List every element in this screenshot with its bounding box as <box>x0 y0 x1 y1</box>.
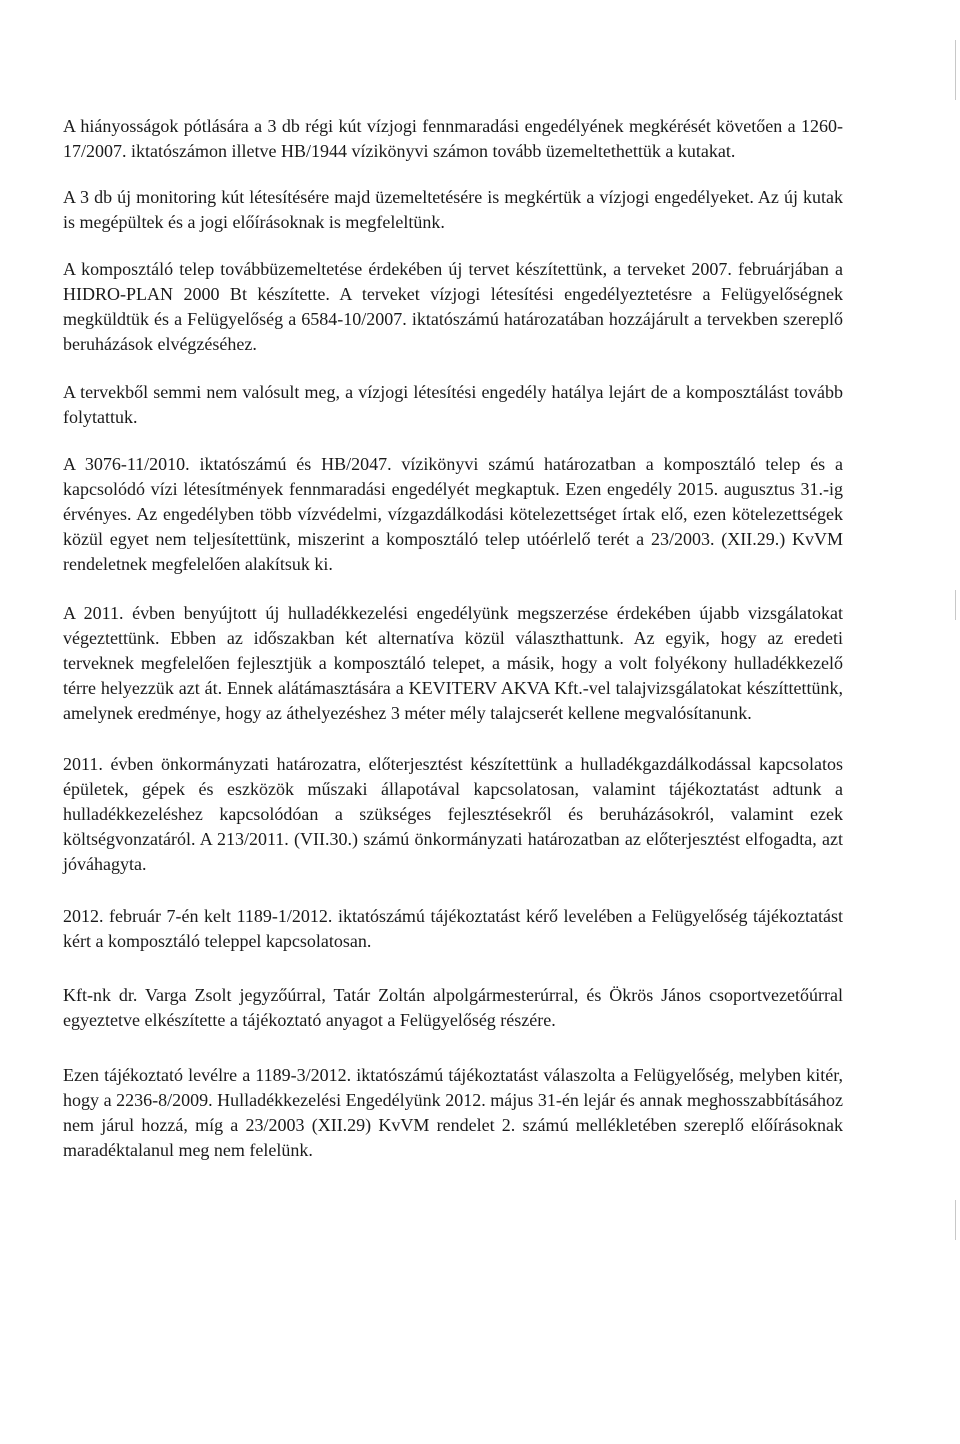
paragraph-8: 2012. február 7-én kelt 1189-1/2012. iktatószámú tájékoztatást kérő levelében a Felügyelőség tájékoztatást kért a komposztáló teleppel kapcsolatosan. <box>63 906 843 951</box>
scan-edge-mark <box>955 590 956 620</box>
paragraph-9: Kft-nk dr. Varga Zsolt jegyzőúrral, Tatár Zoltán alpolgármesterúrral, és Ökrös János csoportvezetőúrral egyeztetve elkészítette a tájékoztató anyagot a Felügyelőség részére. <box>63 985 843 1030</box>
paragraph-1: A hiányosságok pótlására a 3 db régi kút vízjogi fennmaradási engedélyének megkérését követően a 1260-17/2007. iktatószámon illetve HB/1944 vízikönyvi számon tovább üzemeltethettük a kutakat. <box>63 116 843 161</box>
scan-edge-mark <box>955 1200 956 1240</box>
scan-edge-mark <box>955 40 956 100</box>
paragraph-7: 2011. évben önkormányzati határozatra, előterjesztést készítettünk a hulladékgazdálkodással kapcsolatos épületek, gépek és eszközök műszaki állapotával kapcsolatosan, valamint tájékoztatást adtunk a hulladékkezeléshez kapcsolódóan a szükséges fejlesztésekről és beruházásokról, valamint ezek költségvonzatáról. A 213/2011. (VII.30.) számú önkormányzati határozatban az előterjesztést elfogadta, azt jóváhagyta. <box>63 754 843 874</box>
paragraph-2: A 3 db új monitoring kút létesítésére majd üzemeltetésére is megkértük a vízjogi engedélyeket. Az új kutak is megépültek és a jogi előírásoknak is megfeleltünk. <box>63 187 843 232</box>
paragraph-3: A komposztáló telep továbbüzemeltetése érdekében új tervet készítettünk, a terveket 2007. februárjában a HIDRO-PLAN 2000 Bt készítette. A terveket vízjogi létesítési engedélyeztetésre a Felügyelőségnek megküldtük és a Felügyelőség a 6584-10/2007. iktatószámú határozatában hozzájárult a tervekben szereplő beruházások elvégzéséhez. <box>63 259 843 354</box>
paragraph-10: Ezen tájékoztató levélre a 1189-3/2012. iktatószámú tájékoztatást válaszolta a Felügyelőség, melyben kitér, hogy a 2236-8/2009. Hulladékkezelési Engedélyünk 2012. május 31-én lejár és annak meghosszabbításához nem járul hozzá, míg a 23/2003 (XII.29) KvVM rendelet 2. számú mellékletében szereplő előírásoknak maradéktalanul meg nem felelünk. <box>63 1065 843 1160</box>
paragraph-5: A 3076-11/2010. iktatószámú és HB/2047. vízikönyvi számú határozatban a komposztáló telep és a kapcsolódó vízi létesítmények fennmaradási engedélyét megkaptuk. Ezen engedély 2015. augusztus 31.-ig érvényes. Az engedélyben több vízvédelmi, vízgazdálkodási kötelezettséget írtak elő, ezen kötelezettségek közül egyet nem teljesítettünk, miszerint a komposztáló telep utóérlelő terét a 23/2003. (XII.29.) KvVM rendeletnek megfelelően alakítsuk ki. <box>63 454 843 574</box>
paragraph-6: A 2011. évben benyújtott új hulladékkezelési engedélyünk megszerzése érdekében újabb vizsgálatokat végeztettünk. Ebben az időszakban két alternatíva közül választhattunk. Az egyik, hogy az eredeti terveknek megfelelően fejlesztjük a komposztáló telepet, a másik, hogy a volt folyékony hulladékkezelő térre helyezzük azt át. Ennek alátámasztására a KEVITERV AKVA Kft.-vel talajvizsgálatokat készíttettünk, amelynek eredménye, hogy az áthelyezéshez 3 méter mély talajcserét kellene megvalósítanunk. <box>63 603 843 723</box>
paragraph-4: A tervekből semmi nem valósult meg, a vízjogi létesítési engedély hatálya lejárt de a komposztálást tovább folytattuk. <box>63 382 843 427</box>
document-body <box>63 114 843 1194</box>
